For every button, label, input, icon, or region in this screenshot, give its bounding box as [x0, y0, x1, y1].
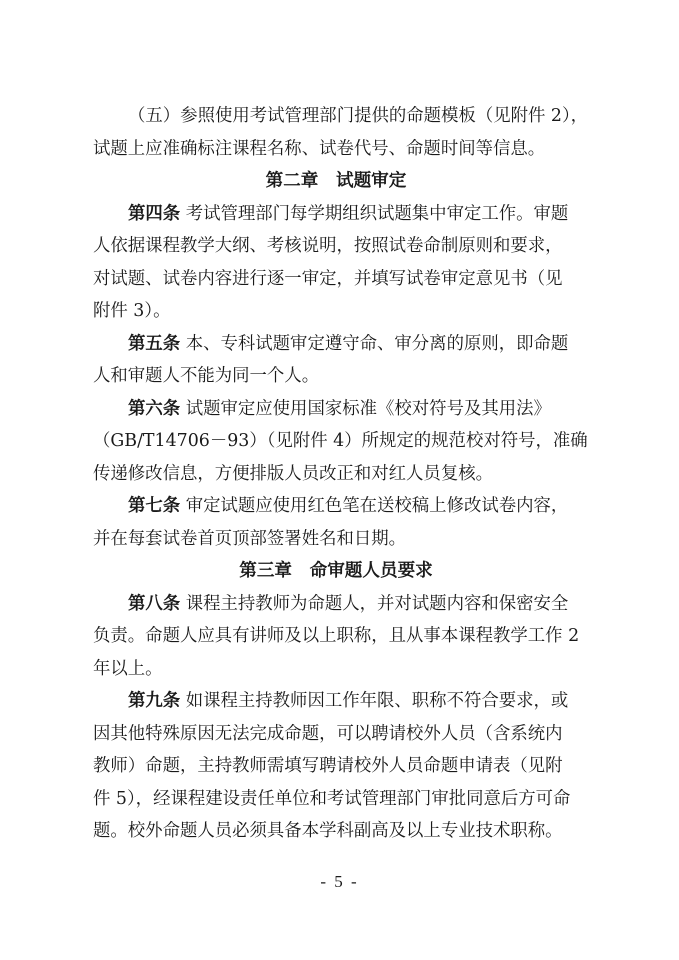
article-number: 第五条 — [128, 333, 181, 354]
paragraph-line: 年以上。 — [93, 658, 163, 679]
paragraph-line: 题。校外命题人员必须具备本学科副高及以上专业技术职称。 — [93, 821, 563, 841]
paragraph-line: （五）参照使用考试管理部门提供的命题模板（见附件 2）， — [128, 106, 589, 126]
article-number: 第四条 — [128, 203, 181, 224]
paragraph-line: 人依据课程教学大纲、考核说明，按照试卷命制原则和要求， — [93, 236, 563, 256]
article-number: 第七条 — [128, 496, 181, 516]
article-line: 第八条 课程主持教师为命题人，并对试题内容和保密安全 — [128, 593, 569, 614]
paragraph-line: 因其他特殊原因无法完成命题，可以聘请校外人员（含系统内 — [93, 723, 563, 744]
article-line: 第六条 试题审定应使用国家标准《校对符号及其用法》 — [128, 398, 551, 419]
article-line: 第四条 考试管理部门每学期组织试题集中审定工作。审题 — [128, 203, 569, 224]
article-number: 第九条 — [128, 691, 181, 711]
article-number: 第八条 — [128, 593, 181, 614]
paragraph-line: 件 5），经课程建设责任单位和考试管理部门审批同意后方可命 — [93, 788, 571, 809]
paragraph-line: 并在每套试卷首页顶部签署姓名和日期。 — [93, 528, 407, 549]
paragraph-line: （GB/T14706－93）（见附件 4）所规定的规范校对符号，准确 — [93, 431, 588, 451]
chapter-heading: 第二章 试题审定 — [265, 171, 407, 191]
paragraph-line: 传递修改信息，方便排版人员改正和对红人员复核。 — [93, 463, 493, 484]
chapter-heading: 第三章 命审题人员要求 — [239, 561, 433, 581]
page-number: - 5 - — [320, 872, 359, 891]
paragraph-line: 负责。命题人应具有讲师及以上职称，且从事本课程教学工作 2 — [93, 626, 580, 646]
article-number: 第六条 — [128, 398, 181, 419]
paragraph-line: 教师）命题，主持教师需填写聘请校外人员命题申请表（见附 — [93, 756, 563, 776]
article-line: 第五条 本、专科试题审定遵守命、审分离的原则，即命题 — [128, 333, 569, 354]
paragraph-line: 对试题、试卷内容进行逐一审定，并填写试卷审定意见书（见 — [93, 268, 563, 289]
article-line: 第九条 如课程主持教师因工作年限、职称不符合要求，或 — [128, 691, 569, 711]
article-line: 第七条 审定试题应使用红色笔在送校稿上修改试卷内容， — [128, 496, 569, 516]
paragraph-line: 人和审题人不能为同一个人。 — [93, 366, 320, 386]
paragraph-line: 附件 3）。 — [93, 301, 171, 321]
paragraph-line: 试题上应准确标注课程名称、试卷代号、命题时间等信息。 — [93, 138, 546, 159]
